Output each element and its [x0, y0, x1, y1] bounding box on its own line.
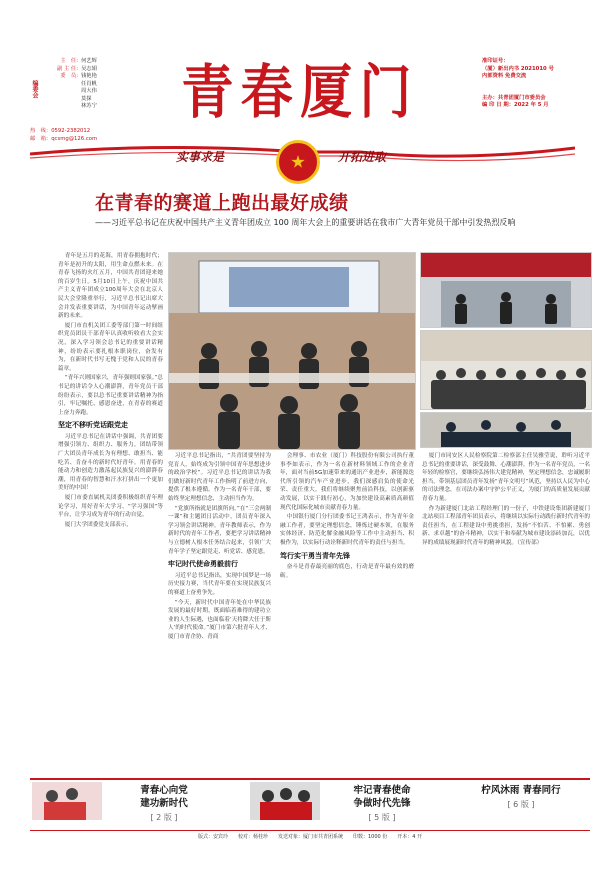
teaser-3-title-1: 柠风沐雨 青春同行 [481, 785, 561, 796]
edit-role [46, 96, 78, 104]
teaser-thumb-2 [250, 782, 320, 820]
teaser-3[interactable] [452, 784, 590, 810]
edit-member-name: 林苏宁 [81, 103, 97, 109]
article-column-2 [168, 452, 271, 772]
edit-role [46, 103, 78, 111]
edit-committee-label: 编委会 [31, 80, 38, 98]
article-paragraph: 厦门大学团委党支部表示， [64, 521, 132, 528]
teaser-1-page: [ 2 版 ] [150, 813, 178, 822]
article-paragraph: “青年兴则国家兴，青年强则国家强。”总书记的讲话令人心潮澎湃，青年党员干部纷纷表示，要以总书记重要讲话精神为指引，牢记嘱托、感恩奋进，在青春的赛道上奋力奔跑。 [58, 375, 163, 416]
subheadline: ——习近平总书记在庆祝中国共产主义青年团成立 100 周年大会上的重要讲话在我市广大青年党员干部中引发热烈反响 [95, 218, 516, 227]
hotline: 热 线：0592-2382012 [30, 128, 91, 134]
permit-label: 准印证号： [482, 58, 509, 64]
teaser-2-page: [ 5 版 ] [368, 813, 396, 822]
students-photo [420, 412, 592, 448]
edit-role: 主 任: [60, 58, 78, 64]
article-column-3 [280, 452, 414, 772]
edit-member-name: 吴志娟 [81, 65, 97, 72]
article-paragraph: 习近平总书记指出，“共青团要坚持为党育人，始终成为引领中国青年思想进步的政治学校”。习近平总书记的讲话为我们做好新时代青年工作指明了前进方向，提供了根本遵循。作为一名青年干部，要始终坚定理想信念，主动担当作为。 [168, 453, 271, 502]
masthead [140, 52, 460, 126]
section-heading-3: 笃行实干勇当青年先锋 [280, 551, 350, 560]
permit-number: （厦）新出内书 2021010 号 [482, 65, 554, 72]
edit-committee-row [46, 58, 141, 66]
article-column-4 [422, 452, 590, 772]
edit-role: 委 员: [60, 73, 78, 79]
edit-member-name: 莫探 [81, 95, 92, 102]
section-heading-1: 坚定不移听党话跟党走 [58, 421, 128, 430]
teaser-2[interactable] [324, 784, 440, 823]
teaser-1-title-2: 建功新时代 [140, 798, 188, 809]
group-photo [420, 330, 592, 410]
edit-member-name: 周大伟 [81, 88, 97, 94]
edit-role [46, 88, 78, 96]
publication-info [482, 58, 592, 110]
teaser-thumb-1 [32, 782, 102, 820]
meeting-photo [168, 252, 416, 450]
league-emblem-icon [276, 140, 320, 184]
article-paragraph: 厦门市委直属机关团委积极组织青年理论学习，用好青年大学习、“学习强国”等平台，让学习成为青年的行动自觉。 [58, 495, 163, 519]
article-paragraph: 厦门市同安区人民检察院第二检察部主任吴雅莹说，聆听习近平总书记的重要讲话，深受鼓舞、心潮澎湃。作为一名青年党员，一名年轻的检察官，要继续弘扬伟大建党精神，坚定理想信念，忠诚履职担当。带领基层团员青年发扬“青年文明号”风范，坚持以人民为中心的司法理念，在司法办案中守护公平正义，为厦门的高质量发展贡献青春力量。 [422, 453, 590, 502]
footer-imprint: 版式：安宾玲 校对：杨桂珍 发送对象：厦门市共青团系统 印数：1000 份 开本：4 开 [30, 830, 590, 840]
article-paragraph: 会理事、市农业（厦门）科技股份有限公司执行董事李如表示，作为一名在新材料领域工作的企业青年，面对当前5G加速带来的通讯产业进步，新能源迭代所引领的汽车产业进步，我们深感肩负的使命光荣、责任重大。我们将继续聚焦前沿科技，以创新驱动发展，以实干践行初心，为加快建设高素质高颜值现代化国际化城市贡献青春力量。 [280, 453, 414, 511]
section-heading-2: 牢记时代使命勇毅前行 [168, 560, 238, 569]
edit-committee-list [46, 58, 141, 111]
masthead-title: 青春厦门 [181, 58, 419, 126]
edit-committee-row [46, 103, 141, 111]
teaser-3-page: [ 6 版 ] [507, 800, 535, 809]
article-paragraph: 习近平总书记指出，实现中国梦是一场历史接力赛，当代青年要在实现民族复兴的赛道上奋勇争先。 [168, 572, 271, 596]
article-paragraph: 青年是五月的花海，用青春拥抱时代；青年是初升的太阳，用生命点燃未来。在青春飞扬的火红五月，中国共青团迎来她的百岁生日。5月10日上午，庆祝中国共产主义青年团成立100周年大会在北京人民大会堂隆重举行，习近平总书记出席大会并发表重要讲话，为中国青年运动擘画新的未来。 [58, 253, 163, 320]
article-paragraph: 作为新建厦门北站工程经理门的一份子，中铁建设集团新建厦门北站项目工程部青年团员表示，将继续以实际行动践行新时代青年的责任担当，在工程建设中勇挑重担，发扬“不怕苦、不怕累、勇创新、求卓越”的奋斗精神，以实干和奉献为城市建设添砖加瓦，以优异的成绩展现新时代青年的精神风貌。（宣传部） [422, 505, 590, 546]
edit-committee-row [46, 73, 141, 81]
forum-photo [420, 252, 592, 328]
teaser-2-title-1: 牢记青春使命 [353, 785, 411, 796]
article-paragraph: 习近平总书记在讲话中强调，共青团要增强引领力、组织力、服务力，团结带领广大团员青年成长为有理想、敢担当、能吃苦、肯奋斗的新时代好青年。用青春的能动力和创造力激荡起民族复兴的澎湃春潮，用青春的智慧和汗水打拼出一个更加美好的中国！ [58, 433, 163, 492]
slogan-left: 实事求是 [176, 150, 225, 164]
teaser-2-title-2: 争做时代先锋 [353, 798, 411, 809]
slogan-right: 开拓进取 [338, 150, 387, 164]
article-paragraph: “今天，新时代中国青年处在中华民族发展的最好时期，既面临着难得的建功立业的人生际遇，也面临着‘天将降大任于斯人’的时代使命。”厦门市第六批青年人才、厦门市青企协、青商 [168, 599, 271, 640]
host-org: 主办：共青团厦门市委员会 [482, 94, 546, 101]
article-paragraph: 中国银行厦门分行团委书记王鸿表示，作为青年金融工作者，要坚定理想信念，锤炼过硬本领，在服务实体经济、防范化解金融风险等工作中主动担当、积极作为，以实际行动诠释新时代青年的责任与担当。 [280, 514, 414, 546]
permit-note: 内部资料 免费交流 [482, 73, 527, 79]
edit-role [46, 81, 78, 89]
edit-member-name: 钱艳艳 [81, 73, 97, 79]
edit-committee-row [46, 88, 141, 96]
edition-date: 编 印 日 期：2022 年 5 月 [482, 102, 549, 108]
article-paragraph: “党旗所指就是团旗所向。”在“三会两制一课”和主题团日活动中，团员青年深入学习领会讲话精神。青年教师表示，作为新时代的青年工作者，要把学习讲话精神与立德树人根本任务结合起来，引领广大青年学子坚定跟党走、听党话、感党恩。 [168, 505, 271, 555]
edit-member-name: 任肖帆 [81, 80, 97, 87]
email: 邮 箱：qcsmg@126.com [30, 135, 98, 142]
edit-role: 副 主 任: [56, 65, 78, 72]
article-column-1 [58, 252, 163, 772]
edit-committee-row [46, 81, 141, 89]
teaser-1[interactable] [104, 784, 224, 823]
teaser-1-title-1: 青春心向党 [140, 785, 188, 796]
article-paragraph: 厦门市直机关团工委等部门第一时间组织党员团员干部青年认真收听收看大会实况，深入学习领会总书记的重要讲话精神，纷纷表示要扎根本职岗位，奋发有为，在新时代书写无愧于党和人民的青春篇章。 [58, 322, 163, 372]
edit-committee-row [46, 66, 141, 74]
edit-committee-row [46, 96, 141, 104]
headline: 在青春的赛道上跑出最好成绩 [95, 192, 349, 214]
article-paragraph: 奋斗是青春最亮丽的底色，行动是青年最有效的磨砺。 [280, 564, 414, 579]
edit-member-name: 何艺辉 [81, 58, 97, 64]
